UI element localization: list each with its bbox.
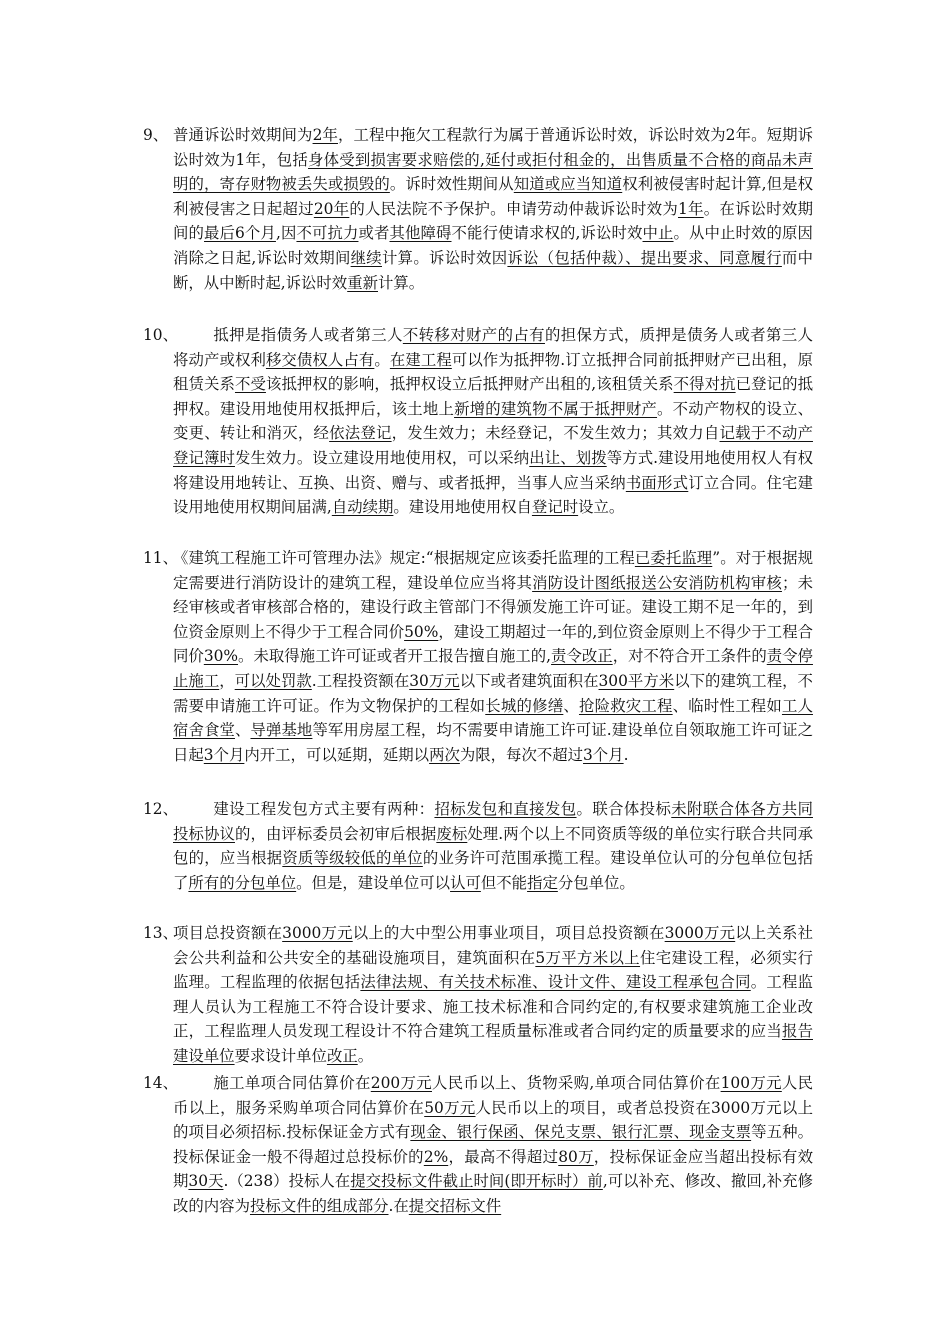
underlined-key-term: 80万 bbox=[558, 1147, 594, 1166]
underlined-key-term: 指定 bbox=[527, 873, 558, 892]
text-run: 。诉时效性期间从 bbox=[389, 175, 514, 194]
paragraph-text bbox=[173, 797, 813, 895]
text-run: 普通诉讼时效期间为 bbox=[173, 126, 313, 144]
underlined-key-term: 所有的分包单位 bbox=[188, 873, 297, 892]
text-run: ；未经审核或者审核部合格的，建设行政主管部门不得颁发施工许可证。建设工期不足一年的，到位资金原则上不得少于工程合同价 bbox=[173, 573, 813, 641]
underlined-key-term: 100万元 bbox=[720, 1074, 782, 1092]
underlined-key-term: 登记时 bbox=[531, 498, 579, 517]
underlined-key-term: 在建工程 bbox=[389, 350, 452, 369]
text-run: 。联合体投标 bbox=[576, 800, 672, 818]
text-run: 不能行使请求权的,诉讼时效 bbox=[451, 224, 643, 243]
text-run: 以上关系社会公共利益和公共安全的基础设施项目，建筑面积在 bbox=[173, 924, 813, 967]
underlined-key-term: 诉讼（包括仲裁）、提出要求、同意履行 bbox=[507, 248, 782, 267]
text-run: 。在诉讼时效期间的 bbox=[173, 199, 813, 243]
underlined-key-term: 2年 bbox=[312, 126, 338, 144]
text-run: 人民币以上，服务采购单项合同估算价在 bbox=[173, 1074, 813, 1117]
underlined-key-term: 书面形式 bbox=[625, 473, 689, 492]
underlined-key-term: 已委托监理 bbox=[634, 549, 713, 567]
paragraph-item-12 bbox=[143, 797, 813, 895]
text-run: 。从中止时效的原因消除之日起,诉讼时效期间 bbox=[173, 224, 813, 267]
text-run: 《建筑工程施工许可管理办法》规定:“根据规定应该委托监理的工程 bbox=[173, 549, 635, 567]
underlined-key-term: 两次 bbox=[429, 745, 460, 764]
text-run: 。 bbox=[374, 350, 390, 369]
underlined-key-term: 知道或应当知道 bbox=[513, 175, 623, 194]
underlined-key-term: 责令停止施工 bbox=[173, 647, 813, 690]
text-run: 而中断，从中断时起,诉讼时效 bbox=[173, 248, 813, 292]
text-run: 的，由评标委员会初审后根据 bbox=[234, 824, 437, 843]
underlined-key-term: 新增的建筑物不属于抵押财产 bbox=[454, 399, 658, 418]
underlined-key-term: 中止 bbox=[642, 224, 674, 243]
paragraph-text bbox=[173, 323, 813, 520]
text-run: 建设工程发包方式主要有两种： bbox=[213, 800, 435, 818]
text-run: 。建设用地使用权自 bbox=[393, 498, 532, 517]
item-number: 12、 bbox=[143, 800, 178, 818]
underlined-key-term: 自动续期 bbox=[331, 498, 394, 517]
paragraph-item-14 bbox=[143, 1071, 813, 1219]
text-run: 人民币以上、货物采购,单项合同估算价在 bbox=[432, 1074, 721, 1092]
underlined-key-term: 不可抗力 bbox=[296, 224, 359, 243]
item-number: 13、 bbox=[143, 924, 178, 942]
text-run: 处理.两个以上不同资质等级的单位实行联合共同承包的，应当根据 bbox=[173, 824, 813, 868]
underlined-key-term: 依法登记 bbox=[329, 424, 392, 443]
underlined-key-term: 抢险救灾工程 bbox=[578, 696, 673, 715]
underlined-key-term: 300平方米 bbox=[598, 671, 675, 690]
underlined-key-term: 3个月 bbox=[203, 745, 245, 764]
text-run: 。但是，建设单位可以 bbox=[296, 873, 451, 892]
text-run: 、 bbox=[234, 721, 251, 740]
text-run: 住宅建设工程，必须实行监理。工程监理的依据包括 bbox=[173, 948, 813, 992]
underlined-key-term: 出让、划拨 bbox=[529, 448, 607, 467]
text-run: 。未取得施工许可证或者开工报告擅自施工的, bbox=[238, 647, 552, 666]
text-run: ，投标保证金应当超出投标有效期 bbox=[173, 1147, 813, 1191]
text-run: 。工程监理人员认为工程施工不符合设计要求、施工技术标准和合同约定的,有权要求建筑施工企业改正，工程监理人员发现工程设计不符合建筑工程质量标准或者合同约定的质量要求的应当 bbox=[173, 973, 813, 1041]
text-run: . bbox=[623, 745, 629, 764]
text-run: ，对不符合开工条件的 bbox=[612, 647, 767, 666]
underlined-key-term: 200万元 bbox=[370, 1074, 432, 1092]
underlined-key-term: 1年 bbox=[677, 199, 704, 218]
underlined-key-term: 50% bbox=[404, 622, 439, 641]
underlined-key-term: 30天 bbox=[188, 1172, 224, 1191]
underlined-key-term: 不转移对财产的占有 bbox=[402, 326, 545, 344]
text-run: 计算。 bbox=[378, 273, 425, 292]
underlined-key-term: 继续 bbox=[350, 248, 382, 267]
text-run: ，工程中拖欠工程款行为属于普通诉讼时效，诉讼时效为2年。短期诉讼时效为1年，包括 bbox=[173, 126, 813, 169]
text-run: 的业务许可范围承揽工程。建设单位认可的分包单位包括了 bbox=[173, 849, 813, 892]
paragraph-item-11 bbox=[143, 546, 813, 767]
text-run: .在 bbox=[388, 1196, 409, 1215]
text-run: ，建设工期超过一年的,到位资金原则上不得少于工程合同价 bbox=[173, 622, 813, 666]
underlined-key-term: 移交债权人占有 bbox=[265, 350, 375, 369]
underlined-key-term: 2% bbox=[423, 1147, 449, 1166]
underlined-key-term: 不得对抗 bbox=[673, 375, 736, 394]
underlined-key-term: 3000万元 bbox=[282, 924, 353, 942]
text-run: 、 bbox=[563, 696, 579, 715]
underlined-key-term: 5万平方米以上 bbox=[535, 948, 641, 967]
underlined-key-term: 其他障碍 bbox=[389, 224, 452, 243]
text-run: 已登记的抵押权。建设用地使用权抵押后，该土地上 bbox=[173, 375, 813, 418]
underlined-key-term: 长城的修缮 bbox=[485, 696, 564, 715]
text-run: 施工单项合同估算价在 bbox=[213, 1074, 371, 1092]
text-run: 以下或者建筑面积在 bbox=[459, 671, 599, 690]
underlined-key-term: 现金、银行保函、保兑支票、银行汇票、现金支票 bbox=[410, 1123, 752, 1142]
underlined-key-term: 重新 bbox=[347, 273, 378, 292]
text-run: 项目总投资额在 bbox=[173, 924, 283, 942]
text-run: 。不动产物权的设立、变更、转让和消灭，经 bbox=[173, 399, 813, 443]
underlined-key-term: 20年 bbox=[313, 199, 350, 218]
paragraph-item-9 bbox=[143, 123, 813, 295]
underlined-key-term: 未附联合体各方共同投标协议 bbox=[173, 800, 813, 843]
text-run: 以上的大中型公用事业项目，项目总投资额在 bbox=[352, 924, 665, 942]
text-run: 设立。 bbox=[578, 498, 625, 517]
text-run: 等五种。投标保证金一般不得超过总投标价的 bbox=[173, 1123, 813, 1166]
text-run: 。 bbox=[357, 1046, 374, 1065]
text-run: ,可以补充、修改、撤回,补充修改的内容为 bbox=[173, 1172, 813, 1215]
underlined-key-term: 消防设计图纸报送公安消防机构审核 bbox=[532, 573, 782, 592]
text-run: 的人民法院不予保护。申请劳动仲裁诉讼时效为 bbox=[349, 199, 678, 218]
text-run: ，最高不得超过 bbox=[448, 1147, 559, 1166]
underlined-key-term: 报告建设单位 bbox=[173, 1022, 813, 1065]
underlined-key-term: 身体受到损害要求赔偿的,延付或拒付租金的，出售质量不合格的商品未声明的，寄存财物被丢失或损毁的 bbox=[173, 150, 813, 194]
item-number: 11、 bbox=[143, 549, 178, 567]
item-number: 9、 bbox=[143, 126, 169, 144]
underlined-key-term: 最后6个月 bbox=[204, 224, 276, 243]
underlined-key-term: 可以处罚款 bbox=[234, 671, 312, 690]
underlined-key-term: 法律法规、有关技术标准、设计文件、建设工程承包合同 bbox=[360, 973, 751, 992]
underlined-key-term: 资质等级较低的单位 bbox=[282, 849, 423, 868]
text-run: .（238）投标人在 bbox=[223, 1172, 351, 1191]
paragraph-text bbox=[173, 546, 813, 767]
paragraph-item-10 bbox=[143, 323, 813, 520]
text-run: 等方式.建设用地使用权人有权将建设用地转让、互换、出资、赠与、或者抵押，当事人应当采纳 bbox=[173, 448, 813, 492]
text-run: 等军用房屋工程，均不需要申请施工许可证.建设单位自领取施工许可证之日起 bbox=[173, 721, 813, 764]
text-run: ,因 bbox=[275, 224, 297, 243]
text-run: 订立合同。住宅建设用地使用权期间届满, bbox=[173, 473, 813, 517]
underlined-key-term: 提交投标文件截止时间(即开标时）前 bbox=[350, 1172, 603, 1191]
underlined-key-term: 招标发包和直接发包 bbox=[434, 800, 577, 818]
text-run: 计算。诉讼时效因 bbox=[381, 248, 508, 267]
text-run: ， bbox=[219, 671, 235, 690]
text-run: 的担保方式，质押是债务人或者第三人将动产或权利 bbox=[173, 326, 813, 369]
text-run: 以下的建筑工程，不需要申请施工许可证。作为文物保护的工程如 bbox=[173, 671, 813, 715]
underlined-key-term: 30万元 bbox=[409, 671, 460, 690]
paragraph-text bbox=[173, 921, 813, 1069]
text-run: 发生效力。设立建设用地使用权，可以采纳 bbox=[234, 448, 530, 467]
underlined-key-term: 认可 bbox=[450, 873, 481, 892]
text-run: 或者 bbox=[358, 224, 390, 243]
underlined-key-term: 3000万元 bbox=[664, 924, 736, 942]
text-run: .工程投资额在 bbox=[311, 671, 410, 690]
text-run: 可以作为抵押物.订立抵押合同前抵押财产已出租，原租赁关系 bbox=[173, 350, 813, 394]
text-run: ，发生效力；未经登记，不发生效力；其效力自 bbox=[391, 424, 720, 443]
underlined-key-term: 记载于不动产登记簿时 bbox=[173, 424, 813, 467]
paragraph-text bbox=[173, 123, 813, 295]
underlined-key-term: 3个月 bbox=[583, 745, 624, 764]
text-run: 人民币以上的项目，或者总投资在3000万元以上的项目必须招标.投标保证金方式有 bbox=[173, 1098, 813, 1142]
text-run: 要求设计单位 bbox=[234, 1046, 327, 1065]
underlined-key-term: 不受 bbox=[234, 375, 266, 394]
text-run: ”。对于根据规定需要进行消防设计的建筑工程，建设单位应当将其 bbox=[173, 549, 813, 592]
text-run: 但不能 bbox=[480, 873, 528, 892]
text-run: 为限，每次不超过 bbox=[459, 745, 584, 764]
item-number: 10、 bbox=[143, 326, 178, 344]
underlined-key-term: 责令改正 bbox=[551, 647, 613, 666]
underlined-key-term: 提交招标文件 bbox=[408, 1196, 502, 1215]
paragraph-item-13 bbox=[143, 921, 813, 1069]
underlined-key-term: 投标文件的组成部分 bbox=[249, 1196, 389, 1215]
underlined-key-term: 50万元 bbox=[424, 1098, 476, 1117]
text-run: 抵押是指债务人或者第三人 bbox=[213, 326, 403, 344]
text-run: 内开工，可以延期，延期以 bbox=[244, 745, 430, 764]
underlined-key-term: 导弹基地 bbox=[250, 721, 313, 740]
item-number: 14、 bbox=[143, 1074, 178, 1092]
underlined-key-term: 废标 bbox=[436, 824, 468, 843]
text-run: 该抵押权的影响，抵押权设立后抵押财产出租的,该租赁关系 bbox=[265, 375, 674, 394]
underlined-key-term: 30% bbox=[203, 647, 239, 666]
text-run: 分包单位。 bbox=[557, 873, 635, 892]
underlined-key-term: 工人宿舍食堂 bbox=[173, 696, 813, 740]
underlined-key-term: 改正 bbox=[326, 1046, 358, 1065]
text-run: 、临时性工程如 bbox=[672, 696, 782, 715]
text-run: 权利被侵害时起计算,但是权利被侵害之日起超过 bbox=[173, 175, 813, 218]
paragraph-text bbox=[173, 1071, 813, 1219]
